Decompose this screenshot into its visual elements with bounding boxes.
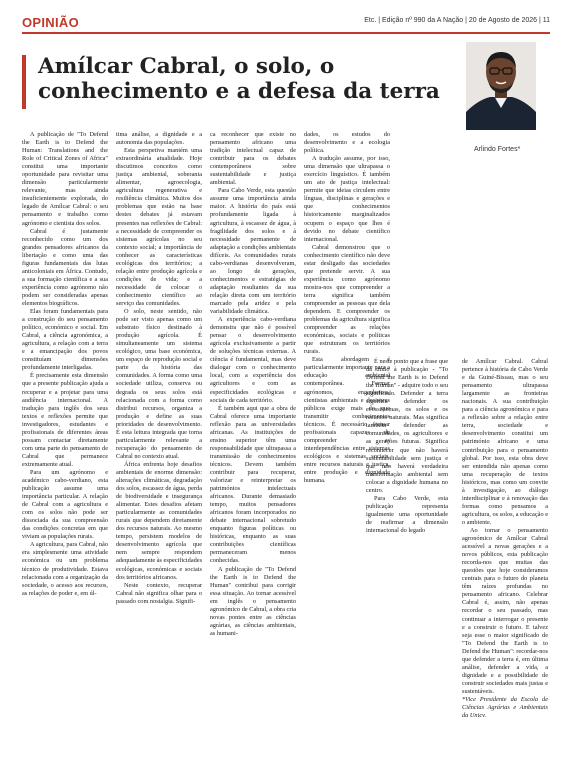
paragraph: Para um agrónomo e académico cabo-verdiano, esta publicação assume uma importância particular. A relação de Cabral com a agricultura e com os solos não pode ser dissociada da sua compreensão das condições concretas em que viviam as populações rurais. bbox=[22, 468, 108, 541]
paragraph: Esta perspetiva mantém uma extraordinária atualidade. Hoje discutimos conceitos como justiça ambiental, soberania alimentar, agroecologia, agricultura regenerativa e resiliência climática. Muitos dos problemas que estão na base destes debates já estavam presentes nas reflexões de Cabral: a necessidade de compreender os sistemas agrícolas no seu contexto social; a importância de conhecer as características ecológicas dos territórios; a relação entre produção agrícola e condições de vida; e a necessidade de colocar o conhecimento científico ao serviço das comunidades. bbox=[116, 147, 202, 307]
paragraph: Cabral é justamente reconhecido como um dos grandes pensadores africanos da libertação e como uma das figuras fundamentais das lutas anticoloniais em África. Contudo, a sua formação científica e a sua experiência como agrónomo não podem ser consideradas apenas elementos biográficos. bbox=[22, 227, 108, 307]
paragraph: Esta abordagem é particularmente importante para a educação ambiental contemporânea. Formar agrónomos, engenheiros, cientistas ambientais e decisores públicos exige mais do que transmitir conhecimentos técnicos. É necessário formar profissionais capazes de compreender as interdependências entre sistemas ecológicos e sistemas sociais, entre recursos naturais e justiça, entre produção e dignidade humana. bbox=[304, 356, 390, 485]
article-column-3 bbox=[210, 131, 296, 638]
paragraph: Neste contexto, recuperar Cabral não significa olhar para o passado com nostalgia. Signifi- bbox=[116, 581, 202, 605]
paragraph: Para Cabo Verde, esta questão assume uma importância ainda maior. A história do país está profundamente ligada à agricultura, à escassez de água, à fragilidade dos solos e à necessidade permanente de adaptação a condições ambientais difíceis. As comunidades rurais cabo-verdianas desenvolveram, ao longo de gerações, conhecimentos e estratégias de adaptação resultantes da sua relação direta com um território marcado pela aridez e pela variabilidade climática. bbox=[210, 187, 296, 316]
author-name: Arlindo Fortes* bbox=[474, 146, 521, 153]
author-footnote: *Vice Presidente da Escola de Ciências Agrárias e Ambientais da Unicv. bbox=[462, 695, 548, 720]
header-rule bbox=[22, 32, 550, 34]
article-column-2 bbox=[116, 131, 202, 606]
article-title: Amílcar Cabral, o solo, o conhecimento e a defesa da terra bbox=[38, 54, 440, 104]
author-portrait-icon bbox=[466, 42, 536, 130]
paragraph: A tradução assume, por isso, uma dimensão que ultrapassa o exercício linguístico. É também um ato de justiça intelectual: permite que ideias circulem entre línguas, disciplinas e gerações e que conhecimentos historicamente marginalizados ocupem o espaço que lhes é devido no debate científico internacional. bbox=[304, 155, 390, 243]
article-column-5 bbox=[366, 358, 448, 535]
paragraph: de Amílcar Cabral. Cabral pertence à história de Cabo Verde e da Guiné-Bissau, mas o seu pensamento ultrapassa largamente as fronteiras nacionais. A sua contribuição para a ciência agronómica e para a reflexão sobre a relação entre terra, sociedade e desenvolvimento constitui um património africano e uma contribuição para o pensamento global. Por isso, esta obra deve ser entendida não apenas como uma recuperação de textos históricos, mas como um convite à investigação, ao diálogo interdisciplinar e à renovação das formas como pensamos a agricultura, os solos, a educação e o ambiente. bbox=[462, 358, 548, 526]
paragraph: É precisamente esta dimensão que a presente publicação ajuda a recuperar e a projetar para uma audiência internacional. A tradução para inglês dos seus textos e reflexões permite que investigadores, estudantes e profissionais de diferentes áreas possam contactar diretamente com uma parte do pensamento de Cabral que permanece extremamente atual. bbox=[22, 372, 108, 468]
paragraph: Elas foram fundamentais para a construção do seu pensamento político, económico e social. Em Cabral, a ciência agronómica, a agricultura, a relação com a terra e a emancipação dos povos constituíam dimensões profundamente interligadas. bbox=[22, 308, 108, 372]
paragraph: ca reconhecer que existe no pensamento africano uma tradição intelectual capaz de contribuir para os debates contemporâneos sobre sustentabilidade e justiça ambiental. bbox=[210, 131, 296, 187]
paragraph: tima análise, a dignidade e a autonomia das populações. bbox=[116, 131, 202, 147]
paragraph: Para Cabo Verde, esta publicação representa igualmente uma oportunidade de reafirmar a dimensão internacional do legado bbox=[366, 494, 448, 534]
paragraph: Ao tornar o pensamento agronómico de Amílcar Cabral acessível a novas gerações e a novos públicos, esta publicação recorda-nos que muitas das questões que hoje consideramos centrais para o futuro do planeta têm raízes profundas no pensamento africano. Celebrar Cabral é, assim, não apenas recordar o seu passado, mas continuar a interrogar o presente e a construir o futuro. E talvez seja esse o maior significado de "To Defend the Earth is to Defend the Human": recordar-nos que defender a terra é, em última análise, defender a vida, a dignidade e a possibilidade de construir sociedades mais justas e sustentáveis. bbox=[462, 526, 548, 695]
page-header bbox=[22, 15, 550, 31]
title-accent-bar bbox=[22, 55, 26, 109]
paragraph: É neste ponto que a frase que dá título à publicação - "To Defend the Earth is to Defend the Human" - adquire todo o seu significado. Defender a terra significa defender os ecossistemas, os solos e os recursos naturais. Mas significa também defender as comunidades, os agricultores e as gerações futuras. Significa reconhecer que não haverá sustentabilidade sem justiça e que não haverá verdadeira transformação ambiental sem colocar a dignidade humana no centro. bbox=[366, 358, 448, 494]
paragraph: Cabral demonstrou que o conhecimento científico não deve estar desligado das sociedades que pretende servir. A sua experiência como agrónomo mostra-nos que compreender a terra significa também compreender as pessoas que dela dependem. E compreender os problemas da agricultura significa compreender as relações económicas, sociais e políticas que estruturam os territórios rurais. bbox=[304, 243, 390, 356]
edition-info: Etc. | Edição nº 990 da A Nação | 20 de Agosto de 2026 | 11 bbox=[364, 17, 550, 24]
paragraph: dades, os estudos do desenvolvimento e a ecologia política. bbox=[304, 131, 390, 155]
paragraph: África enfrenta hoje desafios ambientais de enorme dimensão: alterações climáticas, degradação dos solos, escassez de água, perda de biodiversidade e insegurança alimentar. Estes desafios afetam particularmente as comunidades rurais que dependem diretamente dos recursos naturais. Ao mesmo tempo, persistem modelos de desenvolvimento agrícola que nem sempre respondem adequadamente às especificidades ecológicas, económicas e sociais dos territórios africanos. bbox=[116, 460, 203, 581]
article-column-1 bbox=[22, 131, 108, 598]
paragraph: É também aqui que a obra de Cabral oferece uma importante reflexão para as universidades africanas. As instituições de ensino superior têm uma responsabilidade que ultrapassa a transmissão de conhecimentos técnicos. Devem também contribuir para recuperar, valorizar e reinterpretar os patrimónios intelectuais africanos. Durante demasiado tempo, muitos pensadores africanos foram incorporados no debate internacional sobretudo enquanto figuras políticas ou históricas, enquanto as suas contribuições científicas permaneceram menos conhecidas. bbox=[210, 404, 296, 565]
section-label: OPINIÃO bbox=[22, 15, 79, 30]
paragraph: O solo, neste sentido, não pode ser visto apenas como um substrato físico destinado à produção agrícola. É simultaneamente um sistema ecológico, uma base económica, um espaço de reprodução social e parte da história das comunidades. A forma como uma sociedade utiliza, conserva ou degrada os seus solos está relacionada com a forma como distribui recursos, organiza a produção e define as suas prioridades de desenvolvimento. É esta leitura integrada que torna particularmente relevante a recuperação do pensamento de Cabral no contexto atual. bbox=[116, 308, 202, 460]
paragraph: A publicação de "To Defend the Earth is to Defend the Human: Translations and the Role of Critical Zones of Africa" constitui uma importante oportunidade para revisitar uma dimensão particularmente relevante, mas ainda insuficientemente explorada, do legado de Amílcar Cabral: o seu pensamento e trabalho como agrónomo e cientista dos solos. bbox=[22, 131, 108, 227]
paragraph: A publicação de "To Defend the Earth is to Defend the Human" contribui para corrigir essa situação. Ao tornar acessível em inglês o pensamento agronómico de Cabral, a obra cria novas pontes entre as ciências agrárias, as ciências ambientais, as humani- bbox=[210, 565, 296, 637]
author-photo bbox=[466, 42, 536, 130]
paragraph: A experiência cabo-verdiana demonstra que não é possível pensar o desenvolvimento agrícola exclusivamente a partir de soluções técnicas externas. A ciência é fundamental, mas deve dialogar com o conhecimento local, com a experiência dos agricultores e com as especificidades ecológicas e sociais de cada território. bbox=[210, 316, 296, 404]
paragraph: A agricultura, para Cabral, não era simplesmente uma atividade económica ou um problema técnico de produtividade. Estava relacionada com a organização da sociedade, o acesso aos recursos, as relações de poder e, em úl- bbox=[22, 541, 108, 597]
article-column-6 bbox=[462, 358, 548, 720]
